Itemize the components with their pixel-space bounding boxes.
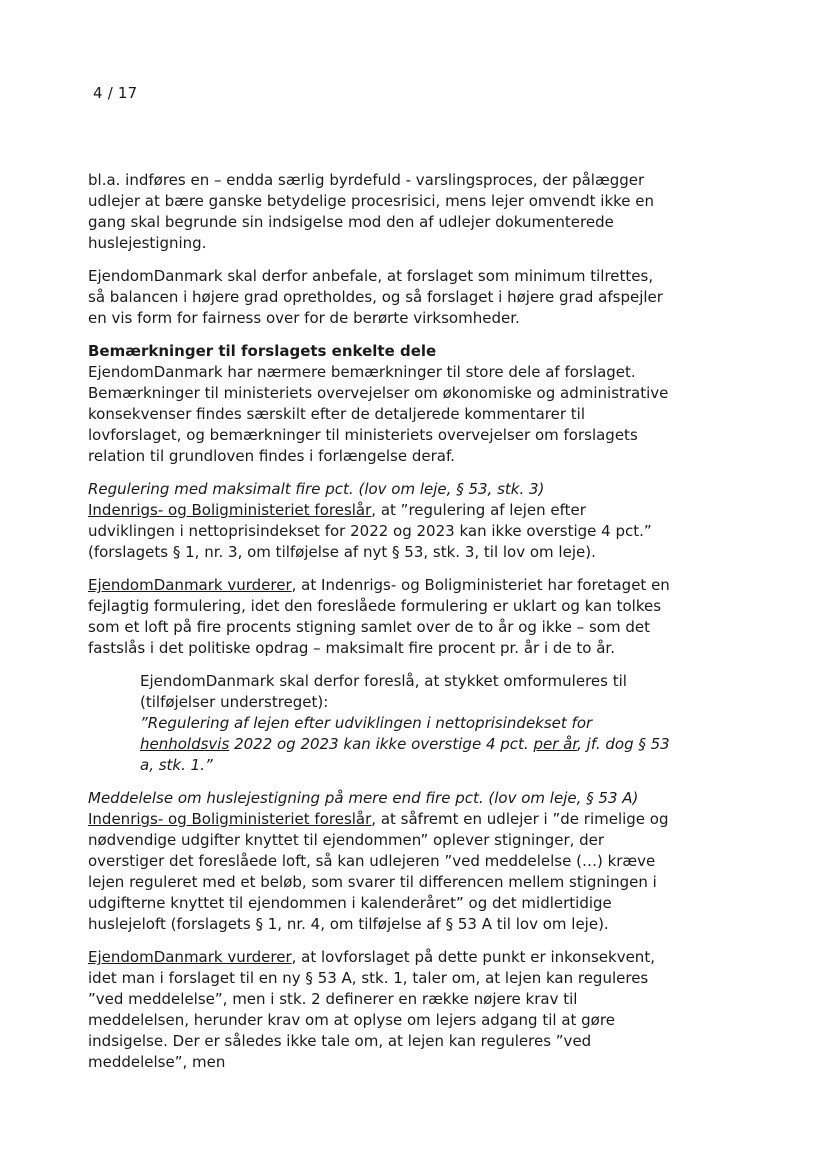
- ministry-proposes-lead-2: Indenrigs- og Boligministeriet foreslår: [88, 810, 372, 828]
- ejendomdanmark-assesses-lead-2: EjendomDanmark vurderer: [88, 948, 292, 966]
- quote-underlined-henholdsvis: henholdsvis: [140, 735, 230, 753]
- ejendomdanmark-assesses-lead: EjendomDanmark vurderer: [88, 576, 292, 594]
- section-assessment-2-body: , at lovforslaget på dette punkt er inkonsekvent, idet man i forslaget til en ny § 53 A, stk. 1, taler om, at lejen kan reguleres ”ved meddelelse”, men i stk. 2 definerer en række nøjere krav til meddelelsen, herunder krav om at oplyse om lejers adgang til at gøre indsigelse. Der er således ikke tale om, at lejen kan reguleres ”ved meddelelse”, men: [88, 948, 655, 1071]
- section-regulation: [88, 479, 673, 563]
- section-assessment-2: [88, 947, 673, 1073]
- quote-part-1: ”Regulering af lejen efter udviklingen i nettoprisindekset for: [140, 714, 593, 732]
- section-notification: [88, 788, 673, 935]
- section-notification-body: , at såfremt en udlejer i ”de rimelige og nødvendige udgifter knyttet til ejendommen” oplever stigninger, der overstiger det foreslåede loft, så kan udlejeren ”ved meddelelse (…) kræve lejen reguleret med et beløb, som svarer til differencen mellem stigningen i udgifterne knyttet til ejendommen i kalenderåret” og det midlertidige huslejeloft (forslagets § 1, nr. 4, om tilføjelse af § 53 A til lov om leje).: [88, 810, 669, 933]
- paragraph-intro-continuation: bl.a. indføres en – endda særlig byrdefuld - varslingsproces, der pålægger udlejer at bære ganske betydelige procesrisici, mens lejer omvendt ikke en gang skal begrunde sin indsigelse mod den af udlejer dokumenterede huslejestigning.: [88, 171, 655, 252]
- section-assessment: [88, 575, 673, 659]
- proposed-wording-block: [140, 671, 673, 776]
- section-remarks-body: EjendomDanmark har nærmere bemærkninger til store dele af forslaget. Bemærkninger til ministeriets overvejelser om økonomiske og administrative konsekvenser findes særskilt efter de detaljerede kommentarer til lovforslaget, og bemærkninger til ministeriets overvejelser om forslagets relation til grundloven findes i forlængelse deraf.: [88, 363, 669, 465]
- section-heading-notification: Meddelelse om huslejestigning på mere end fire pct. (lov om leje, § 53 A): [88, 789, 639, 807]
- proposed-wording-intro: EjendomDanmark skal derfor foreslå, at stykket omformuleres til (tilføjelser understreget):: [140, 672, 627, 711]
- section-heading-remarks: Bemærkninger til forslagets enkelte dele: [88, 342, 437, 360]
- quote-part-2: 2022 og 2023 kan ikke overstige 4 pct.: [229, 735, 534, 753]
- section-regulation-body: , at ”regulering af lejen efter udviklingen i nettoprisindekset for 2022 og 2023 kan ikke overstige 4 pct.” (forslagets § 1, nr. 3, om tilføjelse af nyt § 53, stk. 3, til lov om leje).: [88, 501, 652, 561]
- section-assessment-body: , at Indenrigs- og Boligministeriet har foretaget en fejlagtig formulering, idet den foreslåede formulering er uklart og kan tolkes som et loft på fire procents stigning samlet over de to år og ikke – som det fastslås i det politiske opdrag – maksimalt fire procent pr. år i de to år.: [88, 576, 670, 657]
- ministry-proposes-lead: Indenrigs- og Boligministeriet foreslår: [88, 501, 372, 519]
- page-number: 4 / 17: [93, 84, 138, 102]
- quote-part-3: , jf. dog § 53 a, stk. 1.”: [140, 735, 670, 774]
- section-remarks: [88, 341, 673, 467]
- quote-underlined-per-aar: per år: [533, 735, 578, 753]
- paragraph-recommendation: EjendomDanmark skal derfor anbefale, at forslaget som minimum tilrettes, så balancen i højere grad opretholdes, og så forslaget i højere grad afspejler en vis form for fairness over for de berørte virksomheder.: [88, 267, 663, 327]
- document-body: [88, 170, 673, 1085]
- section-heading-regulation: Regulering med maksimalt fire pct. (lov om leje, § 53, stk. 3): [88, 480, 545, 498]
- proposed-wording-quote: [140, 714, 670, 774]
